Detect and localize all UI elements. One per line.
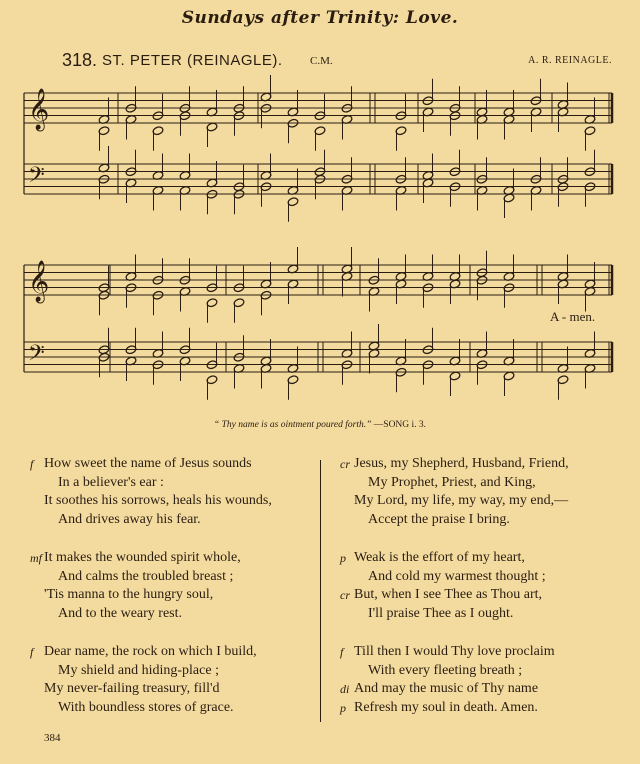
verse-line [30, 586, 310, 605]
verse-line [30, 474, 310, 493]
verse-text: In a believer's ear : [58, 474, 164, 490]
verse-line [340, 492, 630, 511]
verse-line [340, 643, 630, 662]
verses-left-column [30, 455, 310, 737]
stanza [340, 643, 630, 717]
verse-text: And cold my warmest thought ; [368, 568, 546, 584]
verse-line [30, 549, 310, 568]
verse-line [340, 662, 630, 681]
verse-line [340, 699, 630, 718]
page-number: 384 [44, 732, 61, 744]
verse-text: My shield and hiding-place ; [58, 662, 219, 678]
verse-text: I'll praise Thee as I ought. [368, 605, 514, 621]
treble-clef: 𝄞 [28, 261, 50, 302]
stanza [30, 643, 310, 717]
verse-line [340, 455, 630, 474]
verse-line [340, 680, 630, 699]
verse-text: My Prophet, Priest, and King, [368, 474, 536, 490]
meter: C.M. [310, 55, 333, 67]
verse-text: But, when I see Thee as Thou art, [354, 587, 543, 602]
epigraph-quote: “ Thy name is as ointment poured forth.” [213, 420, 372, 430]
verse-line [340, 549, 630, 568]
dynamic-marking: di [340, 682, 350, 696]
verse-line [340, 511, 630, 530]
stanza [340, 455, 630, 529]
verse-text: With every fleeting breath ; [368, 662, 523, 678]
bass-clef: 𝄢 [28, 341, 45, 371]
verse-text: And may the music of Thy name [354, 681, 539, 696]
page-header-title: Sundays after Trinity: Love. [181, 8, 459, 28]
stanza [340, 549, 630, 623]
verse-text: Accept the praise I bring. [368, 511, 510, 527]
dynamic-marking: f [30, 645, 34, 659]
dynamic-marking: p [340, 700, 346, 715]
verse-line [30, 643, 310, 662]
composer: A. R. REINAGLE. [528, 55, 612, 66]
amen-lyric: A - men. [550, 309, 596, 324]
verse-line [340, 605, 630, 624]
dynamic-marking: cr [340, 457, 350, 471]
stanza [30, 455, 310, 529]
treble-clef: 𝄞 [28, 89, 50, 130]
verse-text: How sweet the name of Jesus sounds [44, 456, 252, 471]
verse-text: Till then I would Thy love proclaim [354, 644, 555, 659]
verse-text: My Lord, my life, my way, my end,— [354, 493, 569, 508]
verse-text: And to the weary rest. [58, 605, 183, 621]
verse-line [30, 568, 310, 587]
epigraph-source: —SONG i. 3. [373, 420, 427, 430]
verse-text: Weak is the effort of my heart, [354, 550, 525, 565]
verse-text: With boundless stores of grace. [58, 699, 234, 715]
verse-text: And drives away his fear. [58, 511, 201, 527]
verse-text: It soothes his sorrows, heals his wounds, [44, 493, 272, 508]
tune-name: ST. PETER (REINAGLE). [102, 52, 283, 69]
dynamic-marking: mf [30, 551, 42, 565]
verse-line [340, 586, 630, 605]
verse-line [30, 699, 310, 718]
verse-line [340, 568, 630, 587]
verse-text: Dear name, the rock on which I build, [44, 644, 257, 659]
bass-clef: 𝄢 [28, 163, 45, 193]
verse-line [30, 492, 310, 511]
dynamic-marking: cr [340, 588, 350, 602]
dynamic-marking: p [340, 551, 346, 565]
verse-line [30, 605, 310, 624]
column-divider [320, 460, 321, 722]
hymn-number: 318. [62, 50, 98, 70]
verse-line [30, 680, 310, 699]
verse-line [30, 511, 310, 530]
stanza [30, 549, 310, 623]
verse-text: And calms the troubled breast ; [58, 568, 234, 584]
verse-line [30, 455, 310, 474]
verse-text: It makes the wounded spirit whole, [44, 550, 241, 565]
verse-line [30, 662, 310, 681]
dynamic-marking: f [30, 457, 34, 471]
dynamic-marking: f [340, 645, 344, 659]
verse-line [340, 474, 630, 493]
epigraph [0, 420, 640, 430]
verses-right-column [340, 455, 630, 737]
verse-text: Refresh my soul in death. Amen. [354, 699, 538, 715]
verse-text: My never-failing treasury, fill'd [44, 681, 220, 696]
verse-text: 'Tis manna to the hungry soul, [44, 587, 214, 602]
verse-text: Jesus, my Shepherd, Husband, Friend, [354, 456, 569, 471]
